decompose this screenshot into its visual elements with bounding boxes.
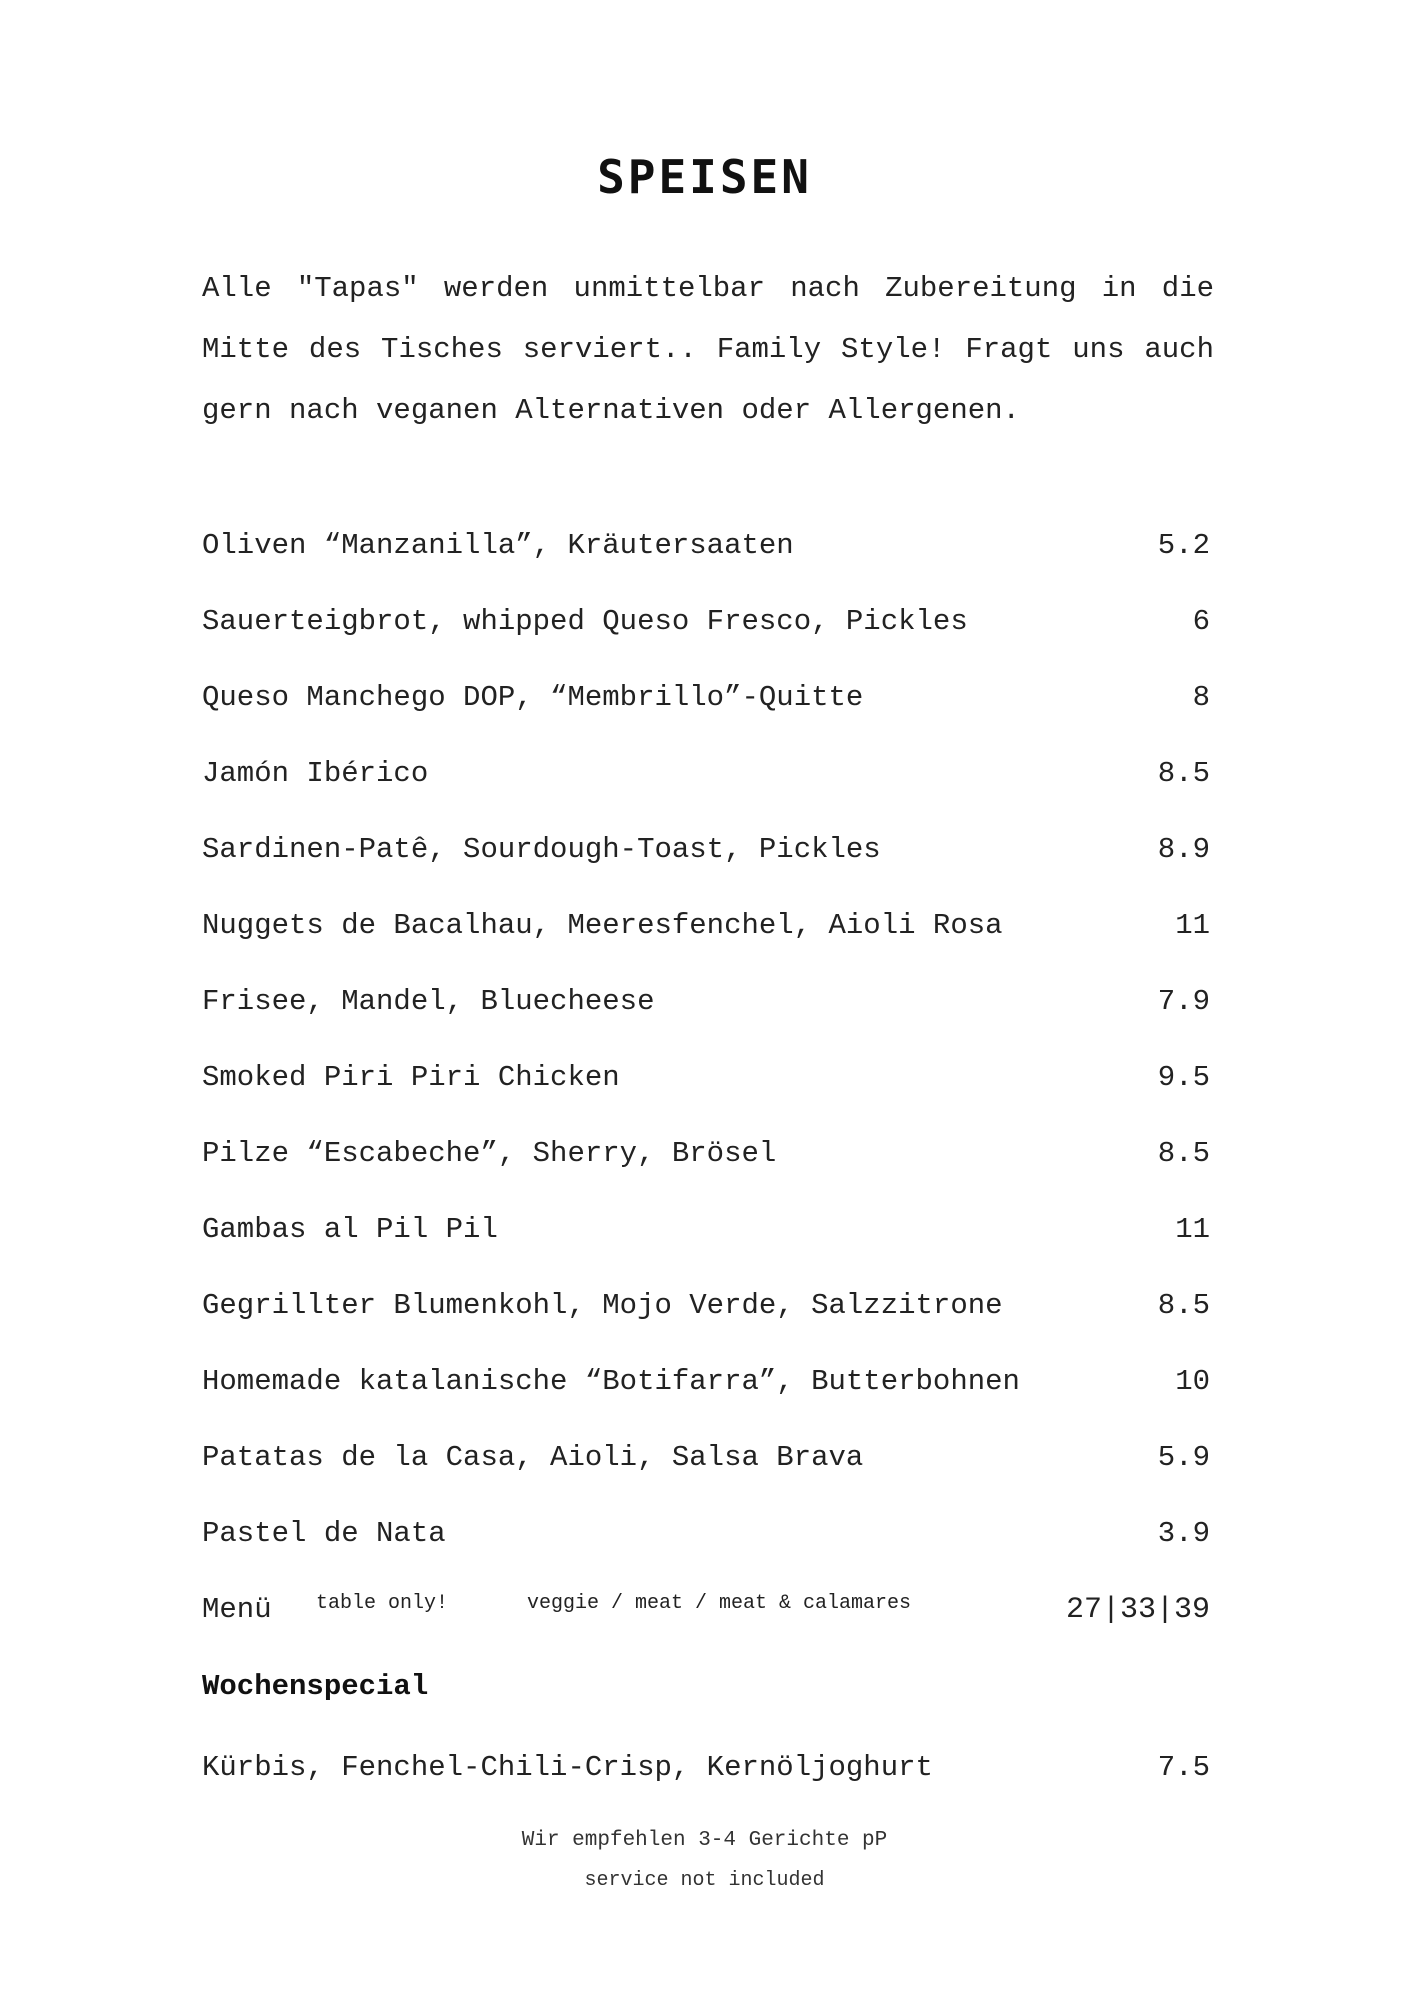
item-name: Jamón Ibérico (202, 757, 429, 790)
item-name: Pastel de Nata (202, 1517, 446, 1550)
item-name: Nuggets de Bacalhau, Meeresfenchel, Aioli Rosa (202, 909, 1003, 942)
item-name: Oliven “Manzanilla”, Kräutersaaten (202, 529, 794, 562)
list-item (202, 508, 1210, 584)
special-item-name: Kürbis, Fenchel-Chili-Crisp, Kernöljoghurt (202, 1751, 933, 1784)
service-note: service not included (584, 1869, 825, 1892)
list-item (202, 660, 1210, 736)
list-item (202, 1496, 1210, 1572)
special-item (202, 1730, 1210, 1806)
page-title: SPEISEN (597, 150, 812, 204)
set-menu-row (202, 1572, 1210, 1648)
list-item (202, 1040, 1210, 1116)
item-name: Frisee, Mandel, Bluecheese (202, 985, 655, 1018)
menu-items-list (202, 508, 1210, 1648)
special-heading: Wochenspecial (202, 1670, 429, 1703)
item-name: Queso Manchego DOP, “Membrillo”-Quitte (202, 681, 864, 714)
list-item (202, 812, 1210, 888)
list-item (202, 1268, 1210, 1344)
list-item (202, 736, 1210, 812)
set-menu-label: Menü (202, 1593, 272, 1626)
item-price: 8.5 (1157, 1137, 1210, 1170)
recommendation-note: Wir empfehlen 3-4 Gerichte pP (521, 1829, 888, 1852)
item-price: 6 (1192, 605, 1210, 638)
item-price: 8.5 (1157, 1289, 1210, 1322)
item-name: Sardinen-Patê, Sourdough-Toast, Pickles (202, 833, 881, 866)
item-price: 8.9 (1157, 833, 1210, 866)
item-price: 11 (1175, 1213, 1210, 1246)
item-price: 5.9 (1157, 1441, 1210, 1474)
list-item (202, 1420, 1210, 1496)
list-item (202, 1192, 1210, 1268)
item-price: 3.9 (1157, 1517, 1210, 1550)
set-menu-options: veggie / meat / meat & calamares (527, 1592, 912, 1615)
special-item-price: 7.5 (1157, 1751, 1210, 1784)
intro-text: Alle "Tapas" werden unmittelbar nach Zubereitung in die Mitte des Tisches serviert.. Family Style! Fragt uns auch gern nach veganen Alternativen oder Allergenen. (202, 272, 1214, 427)
list-item (202, 888, 1210, 964)
item-name: Sauerteigbrot, whipped Queso Fresco, Pickles (202, 605, 968, 638)
item-name: Patatas de la Casa, Aioli, Salsa Brava (202, 1441, 864, 1474)
list-item (202, 964, 1210, 1040)
list-item (202, 1344, 1210, 1420)
item-name: Gambas al Pil Pil (202, 1213, 498, 1246)
item-price: 7.9 (1157, 985, 1210, 1018)
item-price: 11 (1175, 909, 1210, 942)
item-name: Pilze “Escabeche”, Sherry, Brösel (202, 1137, 777, 1170)
item-name: Smoked Piri Piri Chicken (202, 1061, 620, 1094)
set-menu-note: table only! (316, 1592, 449, 1615)
item-name: Gegrillter Blumenkohl, Mojo Verde, Salzzitrone (202, 1289, 1003, 1322)
item-price: 5.2 (1157, 529, 1210, 562)
item-price: 9.5 (1157, 1061, 1210, 1094)
item-price: 8.5 (1157, 757, 1210, 790)
item-price: 10 (1175, 1365, 1210, 1398)
item-name: Homemade katalanische “Botifarra”, Butterbohnen (202, 1365, 1020, 1398)
list-item (202, 1116, 1210, 1192)
list-item (202, 584, 1210, 660)
set-menu-price: 27|33|39 (1065, 1593, 1210, 1627)
item-price: 8 (1192, 681, 1210, 714)
